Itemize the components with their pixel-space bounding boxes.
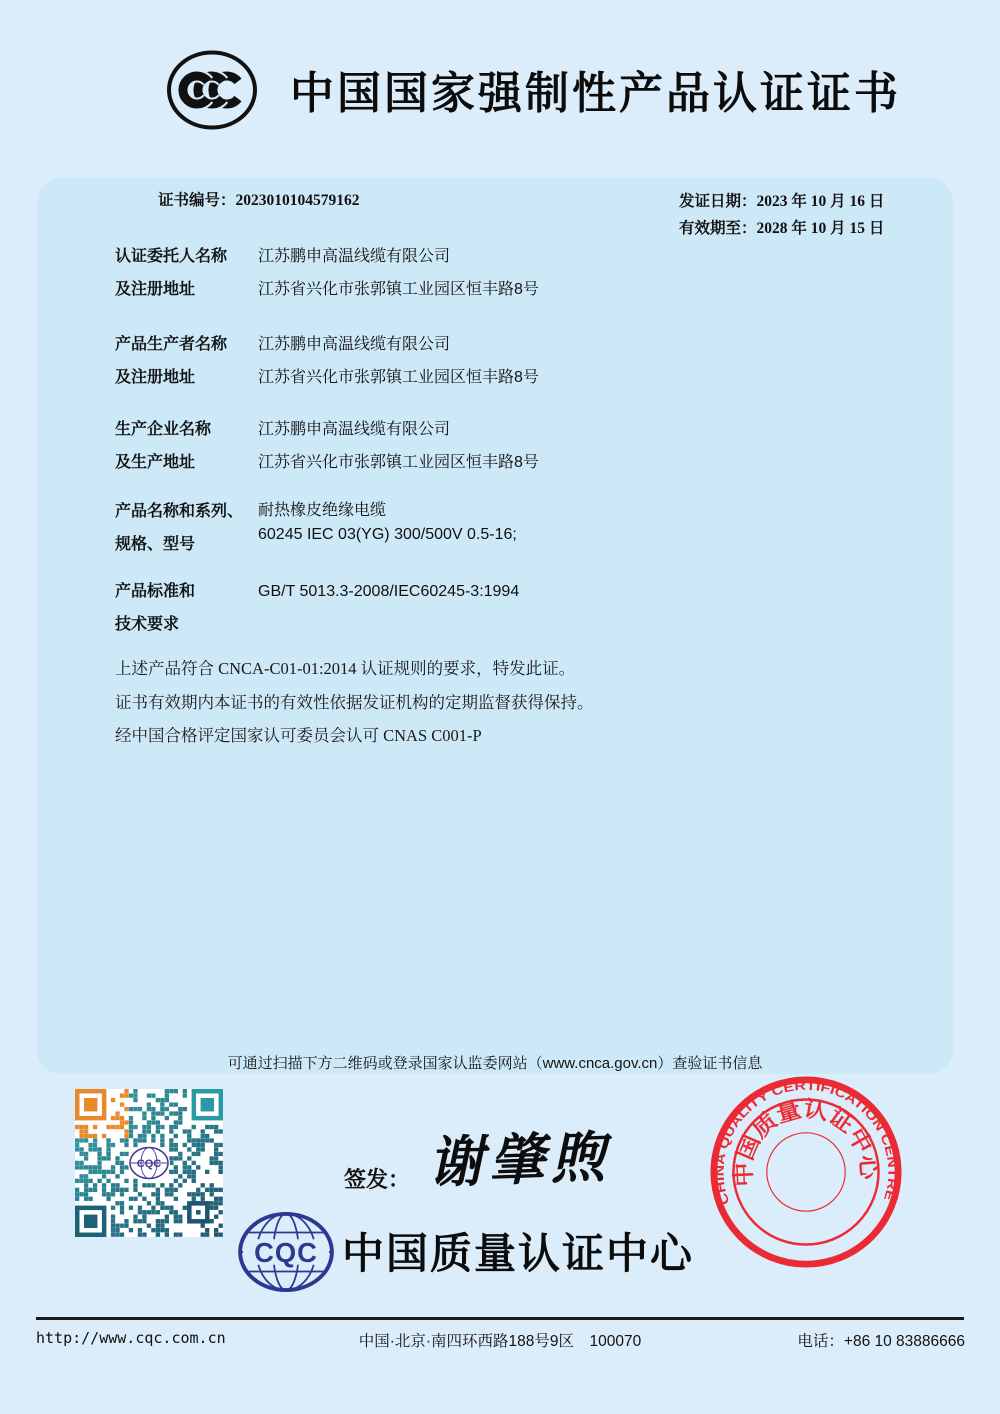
field-value: 耐热橡皮绝缘电缆 60245 IEC 03(YG) 300/500V 0.5-16; (258, 502, 517, 543)
issue-date-value: 2023 年 10 月 16 日 (756, 193, 885, 210)
footer-phone (797, 1329, 965, 1351)
signature-label: 签发： (344, 1167, 411, 1192)
cqc-logo-icon (237, 1211, 335, 1293)
qr-code (75, 1089, 223, 1237)
field-value: 江苏鹏申高温线缆有限公司 江苏省兴化市张郭镇工业园区恒丰路8号 (258, 336, 539, 386)
field-label: 产品标准和 技术要求 (115, 583, 196, 633)
certificate-number-value: 2023010104579162 (235, 192, 360, 209)
field-label: 生产企业名称 及生产地址 (115, 421, 212, 471)
issue-date-line (679, 188, 884, 215)
field-label: 产品生产者名称 及注册地址 (115, 336, 228, 386)
expiry-date-line (679, 215, 884, 242)
stamp-text-en: CHINA QUALITY CERTIFICATION CENTRE (711, 1077, 901, 1207)
footer-address: 中国·北京·南四环西路188号9区 100070 (358, 1333, 642, 1350)
expiry-date-value: 2028 年 10 月 15 日 (756, 220, 885, 237)
page-title: 中国国家强制性产品认证证书 (290, 69, 901, 118)
statement-line: 经中国合格评定国家认可委员会认可 CNAS C001-P (115, 726, 482, 745)
cqc-logo-text: CQC (254, 1236, 318, 1268)
field-value: 江苏鹏申高温线缆有限公司 江苏省兴化市张郭镇工业园区恒丰路8号 (258, 248, 539, 298)
certificate-number-label: 证书编号： (158, 192, 236, 209)
field-value: GB/T 5013.3-2008/IEC60245-3:1994 (258, 583, 520, 600)
footer-phone-label: 电话： (797, 1333, 844, 1350)
statement-line: 证书有效期内本证书的有效性依据发证机构的定期监督获得保持。 (115, 692, 594, 712)
cqc-seal-stamp (708, 1074, 904, 1270)
signature-name: 谢肇煦 (427, 1126, 613, 1195)
certificate-dates (679, 188, 884, 242)
statement-line: 上述产品符合 CNCA-C01-01:2014 认证规则的要求，特发此证。 (115, 659, 576, 678)
certification-statements (115, 652, 855, 753)
certificate-number (158, 188, 360, 210)
field-label: 产品名称和系列、 规格、型号 (115, 503, 244, 553)
certificate-panel (37, 178, 953, 1074)
stamp-text-cn: 中国质量认证中心 (730, 1096, 882, 1188)
ccc-mark-icon (166, 49, 258, 131)
svg-text:CQC: CQC (136, 1158, 162, 1170)
verify-note: 可通过扫描下方二维码或登录国家认监委网站（www.cnca.gov.cn）查验证书信息 (227, 1055, 763, 1072)
issuer-name: 中国质量认证中心 (342, 1230, 695, 1277)
issue-date-label: 发证日期： (679, 193, 757, 210)
field-value: 江苏鹏申高温线缆有限公司 江苏省兴化市张郭镇工业园区恒丰路8号 (258, 421, 539, 471)
footer-divider (36, 1317, 964, 1320)
expiry-date-label: 有效期至： (679, 220, 757, 237)
footer-website: http://www.cqc.com.cn (36, 1329, 226, 1347)
footer-phone-value: +86 10 83886666 (843, 1333, 965, 1350)
field-label: 认证委托人名称 及注册地址 (115, 248, 228, 298)
